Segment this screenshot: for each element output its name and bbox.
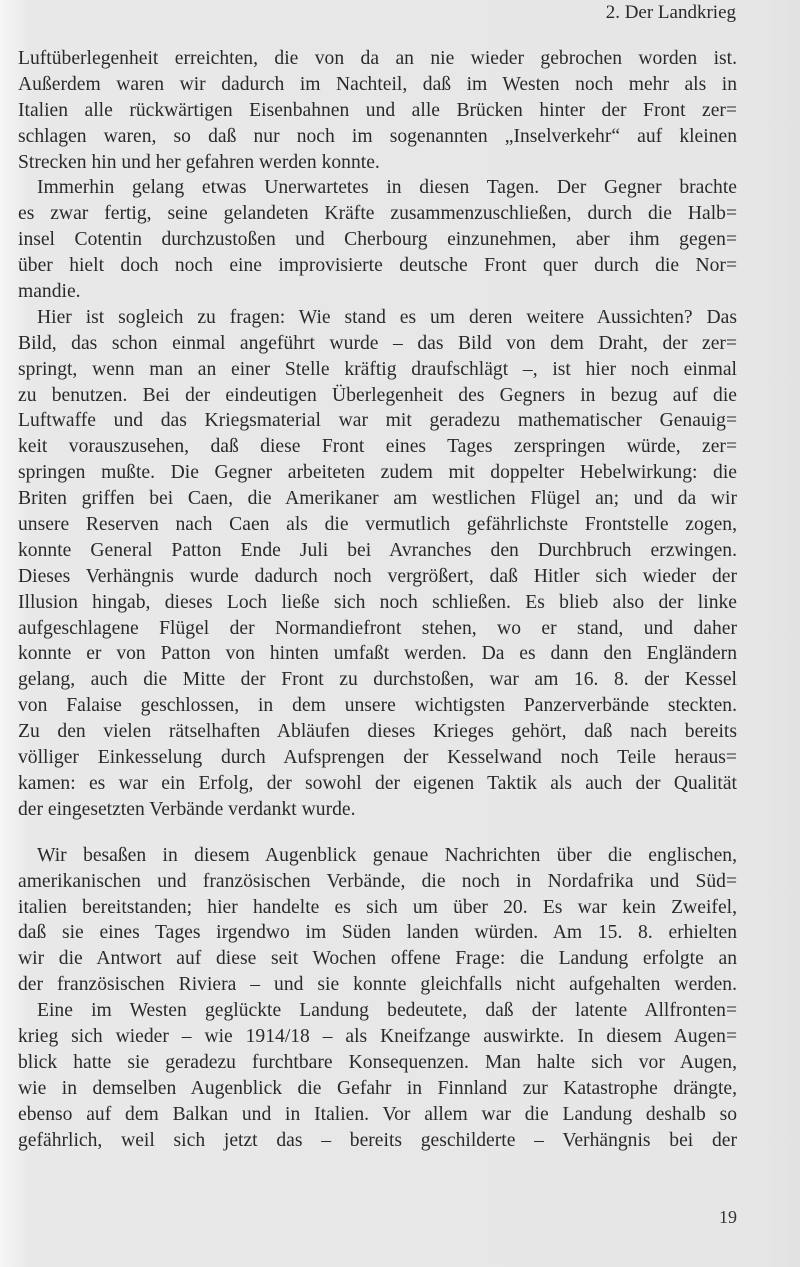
text-line: springen mußte. Die Gegner arbeiteten zudem mit doppelter Hebelwirkung: die <box>18 462 737 484</box>
text-line: kamen: es war ein Erfolg, der sowohl der eigenen Taktik als auch der Qualität <box>18 772 737 794</box>
text-line: wir die Antwort auf diese seit Wochen offene Frage: die Landung erfolgte an <box>18 948 737 970</box>
text-line: Briten griffen bei Caen, die Amerikaner am westlichen Flügel an; und da wir <box>18 488 737 510</box>
text-line: zu benutzen. Bei der eindeutigen Überlegenheit des Gegners in bezug auf die <box>18 384 737 406</box>
text-line: aufgeschlagene Flügel der Normandiefront stehen, wo er stand, und daher <box>18 617 737 639</box>
text-line: gefährlich, weil sich jetzt das – bereits geschilderte – Verhängnis bei der <box>18 1129 737 1151</box>
text-line: Luftwaffe und das Kriegsmaterial war mit geradezu mathematischer Genauig= <box>18 410 737 432</box>
text-line: der eingesetzten Verbände verdankt wurde. <box>18 798 356 820</box>
text-line: unsere Reserven nach Caen als die vermutlich gefährlichste Frontstelle zogen, <box>18 514 737 536</box>
text-line: amerikanischen und französischen Verbände, die noch in Nordafrika und Süd= <box>18 870 737 892</box>
section-gap <box>18 823 737 843</box>
page-number: 19 <box>719 1207 737 1227</box>
paragraph <box>18 175 737 304</box>
text-line: Immerhin gelang etwas Unerwartetes in diesen Tagen. Der Gegner brachte <box>37 177 737 199</box>
text-line: Eine im Westen geglückte Landung bedeutete, daß der latente Allfronten= <box>37 1000 737 1022</box>
text-line: gelang, auch die Mitte der Front zu durchstoßen, war am 16. 8. der Kessel <box>18 669 737 691</box>
paragraph <box>18 843 737 998</box>
text-line: daß sie eines Tages irgendwo im Süden landen würden. Am 15. 8. erhielten <box>18 922 737 944</box>
text-line: blick hatte sie geradezu furchtbare Konsequenzen. Man halte sich vor Augen, <box>18 1051 737 1073</box>
text-line: konnte er von Patton von hinten umfaßt werden. Da es dann den Engländern <box>18 643 737 665</box>
body-text <box>18 46 737 1153</box>
text-line: konnte General Patton Ende Juli bei Avranches den Durchbruch erzwingen. <box>18 539 737 561</box>
text-line: Hier ist sogleich zu fragen: Wie stand es um deren weitere Aussichten? Das <box>37 306 737 328</box>
text-line: mandie. <box>18 281 81 303</box>
text-line: Illusion hingab, dieses Loch ließe sich noch schließen. Es blieb also der linke <box>18 591 737 613</box>
text-line: Wir besaßen in diesem Augenblick genaue Nachrichten über die englischen, <box>37 844 737 866</box>
paragraph <box>18 46 737 175</box>
text-line: ebenso auf dem Balkan und in Italien. Vor allem war die Landung deshalb so <box>18 1103 737 1125</box>
text-line: über hielt doch noch eine improvisierte deutsche Front quer durch die Nor= <box>18 255 737 277</box>
text-line: italien bereitstanden; hier handelte es sich um über 20. Es war kein Zweifel, <box>18 896 737 918</box>
text-line: insel Cotentin durchzustoßen und Cherbourg einzunehmen, aber ihm gegen= <box>18 229 737 251</box>
text-line: Strecken hin und her gefahren werden konnte. <box>18 151 380 173</box>
text-line: wie in demselben Augenblick die Gefahr in Finnland zur Katastrophe drängte, <box>18 1077 737 1099</box>
running-head: 2. Der Landkrieg <box>605 2 736 23</box>
paragraph <box>18 998 737 1153</box>
text-line: es zwar fertig, seine gelandeten Kräfte zusammenzuschließen, durch die Halb= <box>18 203 737 225</box>
text-line: völliger Einkesselung durch Aufsprengen der Kesselwand noch Teile heraus= <box>18 747 737 769</box>
text-line: schlagen waren, so daß nur noch im sogenannten „Inselverkehr“ auf kleinen <box>18 125 737 147</box>
text-line: Italien alle rückwärtigen Eisenbahnen und alle Brücken hinter der Front zer= <box>18 99 737 121</box>
text-line: von Falaise geschlossen, in dem unsere wichtigsten Panzerverbände steckten. <box>18 695 737 717</box>
text-line: krieg sich wieder – wie 1914/18 – als Kneifzange auswirkte. In diesem Augen= <box>18 1025 737 1047</box>
text-line: Bild, das schon einmal angeführt wurde – das Bild von dem Draht, der zer= <box>18 332 737 354</box>
text-line: Dieses Verhängnis wurde dadurch noch vergrößert, daß Hitler sich wieder der <box>18 565 737 587</box>
text-line: springt, wenn man an einer Stelle kräftig draufschlägt –, ist hier noch einmal <box>18 358 737 380</box>
text-line: Außerdem waren wir dadurch im Nachteil, daß im Westen noch mehr als in <box>18 73 737 95</box>
text-line: Zu den vielen rätselhaften Abläufen dieses Krieges gehört, daß nach bereits <box>18 721 737 743</box>
text-line: der französischen Riviera – und sie konnte gleichfalls nicht aufgehalten werden. <box>18 974 737 996</box>
text-line: keit vorauszusehen, daß diese Front eines Tages zerspringen würde, zer= <box>18 436 737 458</box>
paragraph <box>18 305 737 823</box>
text-line: Luftüberlegenheit erreichten, die von da an nie wieder gebrochen worden ist. <box>18 48 737 69</box>
